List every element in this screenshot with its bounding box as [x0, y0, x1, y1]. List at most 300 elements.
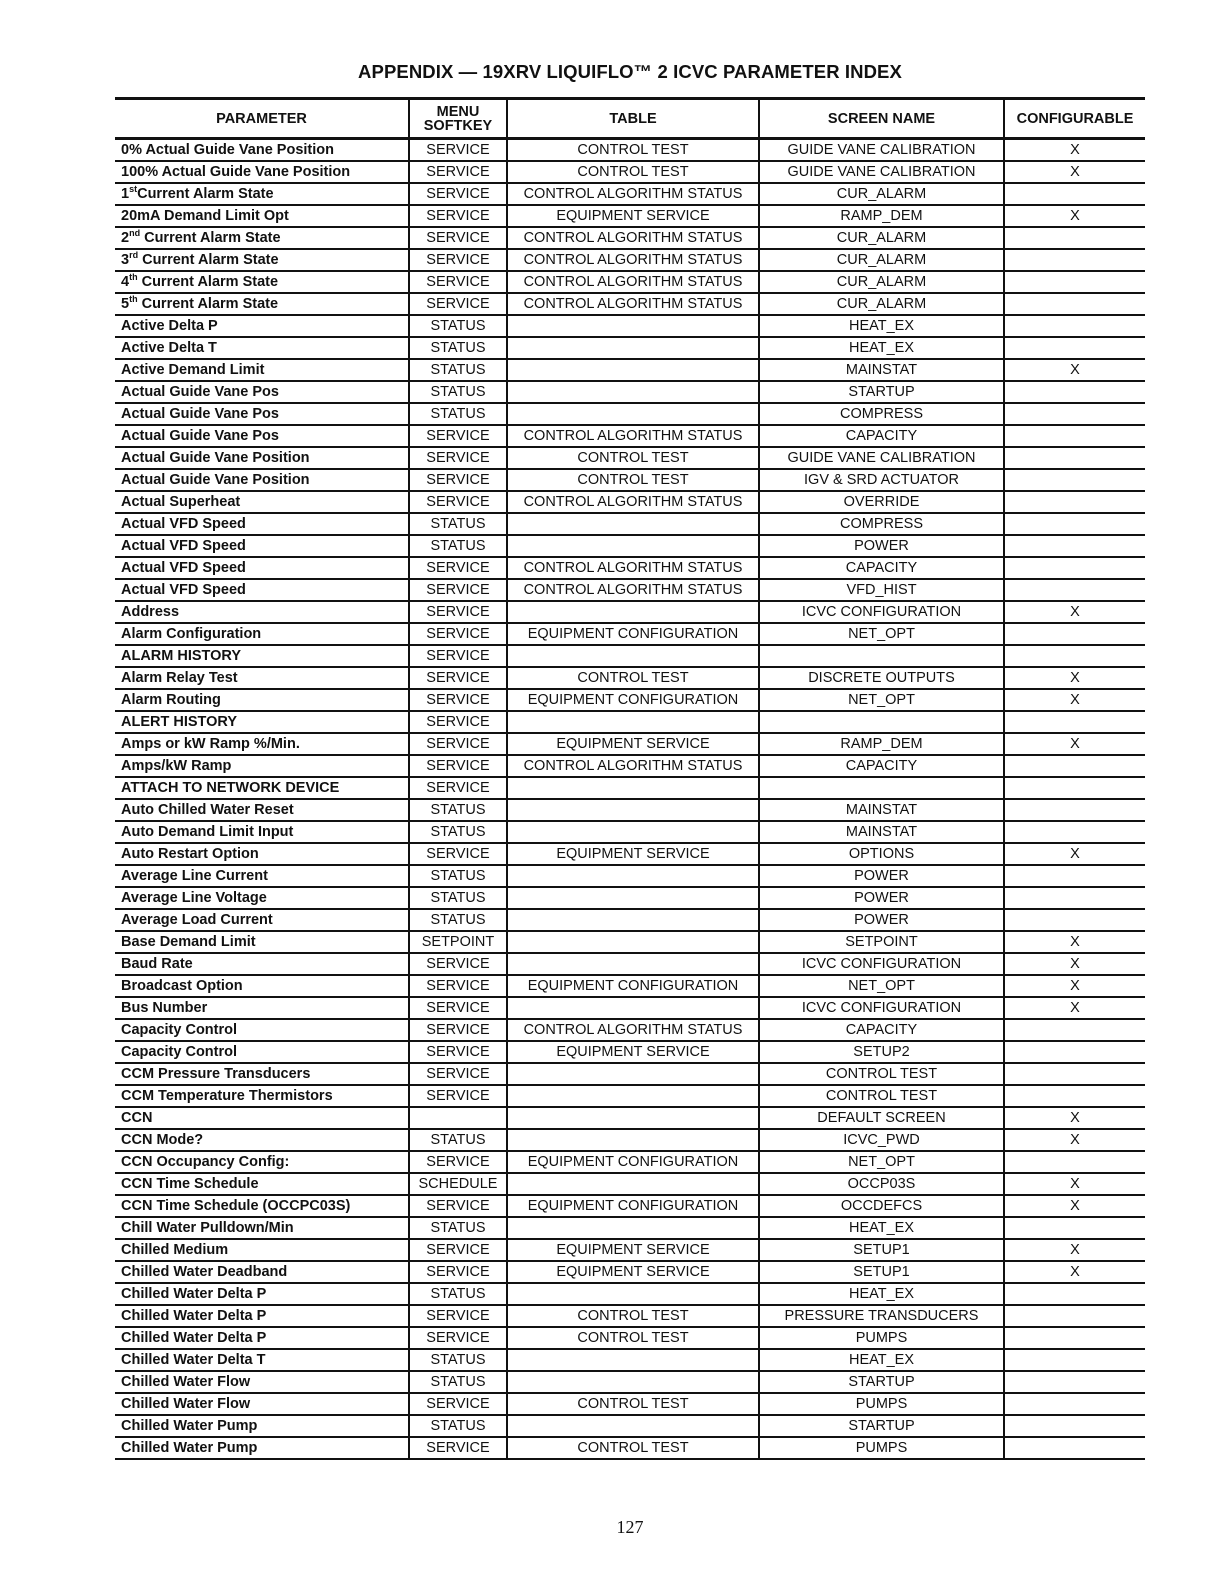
- table-row: [115, 381, 1145, 403]
- cell-configurable: X: [1004, 689, 1145, 711]
- cell-screen-name: PUMPS: [759, 1393, 1004, 1415]
- cell-screen-name: CUR_ALARM: [759, 293, 1004, 315]
- cell-parameter: Chilled Water Pump: [115, 1437, 409, 1459]
- table-row: [115, 183, 1145, 205]
- table-row: [115, 601, 1145, 623]
- table-row: [115, 667, 1145, 689]
- cell-table: CONTROL TEST: [507, 1393, 759, 1415]
- cell-parameter: Alarm Configuration: [115, 623, 409, 645]
- cell-screen-name: PUMPS: [759, 1327, 1004, 1349]
- cell-parameter: Actual Guide Vane Pos: [115, 403, 409, 425]
- table-row: [115, 931, 1145, 953]
- header-configurable: CONFIGURABLE: [1004, 99, 1145, 139]
- header-menu-softkey: [409, 99, 507, 139]
- table-row: [115, 1305, 1145, 1327]
- cell-menu-softkey: STATUS: [409, 381, 507, 403]
- cell-table: CONTROL ALGORITHM STATUS: [507, 249, 759, 271]
- cell-parameter: Actual Guide Vane Pos: [115, 381, 409, 403]
- cell-table: CONTROL ALGORITHM STATUS: [507, 491, 759, 513]
- cell-screen-name: IGV & SRD ACTUATOR: [759, 469, 1004, 491]
- cell-parameter: CCN Time Schedule (OCCPC03S): [115, 1195, 409, 1217]
- cell-table: [507, 711, 759, 733]
- cell-configurable: [1004, 315, 1145, 337]
- cell-screen-name: CAPACITY: [759, 425, 1004, 447]
- cell-table: EQUIPMENT SERVICE: [507, 843, 759, 865]
- cell-parameter: Chilled Medium: [115, 1239, 409, 1261]
- cell-table: [507, 1349, 759, 1371]
- table-row: [115, 139, 1145, 162]
- table-row: [115, 359, 1145, 381]
- cell-configurable: [1004, 337, 1145, 359]
- cell-table: CONTROL TEST: [507, 667, 759, 689]
- cell-screen-name: [759, 777, 1004, 799]
- cell-parameter: Auto Demand Limit Input: [115, 821, 409, 843]
- table-row: [115, 1107, 1145, 1129]
- cell-screen-name: PRESSURE TRANSDUCERS: [759, 1305, 1004, 1327]
- cell-menu-softkey: SERVICE: [409, 447, 507, 469]
- cell-screen-name: CUR_ALARM: [759, 183, 1004, 205]
- cell-screen-name: MAINSTAT: [759, 821, 1004, 843]
- table-row: [115, 975, 1145, 997]
- table-row: [115, 1063, 1145, 1085]
- cell-table: [507, 381, 759, 403]
- cell-table: CONTROL ALGORITHM STATUS: [507, 1019, 759, 1041]
- table-row: [115, 447, 1145, 469]
- cell-menu-softkey: SERVICE: [409, 1327, 507, 1349]
- table-row: [115, 1261, 1145, 1283]
- cell-menu-softkey: SERVICE: [409, 843, 507, 865]
- cell-table: [507, 315, 759, 337]
- cell-configurable: [1004, 1305, 1145, 1327]
- table-row: [115, 249, 1145, 271]
- cell-parameter: 1stCurrent Alarm State: [115, 183, 409, 205]
- cell-table: [507, 953, 759, 975]
- cell-configurable: [1004, 1349, 1145, 1371]
- cell-table: CONTROL ALGORITHM STATUS: [507, 293, 759, 315]
- cell-table: CONTROL ALGORITHM STATUS: [507, 425, 759, 447]
- table-row: [115, 799, 1145, 821]
- cell-screen-name: CUR_ALARM: [759, 271, 1004, 293]
- table-row: [115, 1085, 1145, 1107]
- cell-table: EQUIPMENT SERVICE: [507, 1239, 759, 1261]
- cell-parameter: Actual Guide Vane Position: [115, 447, 409, 469]
- header-menu-softkey-line: SOFTKEY: [423, 117, 493, 134]
- table-row: [115, 557, 1145, 579]
- cell-table: [507, 513, 759, 535]
- cell-parameter: Bus Number: [115, 997, 409, 1019]
- cell-configurable: [1004, 491, 1145, 513]
- cell-configurable: X: [1004, 953, 1145, 975]
- cell-parameter: Chill Water Pulldown/Min: [115, 1217, 409, 1239]
- cell-table: [507, 909, 759, 931]
- cell-menu-softkey: STATUS: [409, 865, 507, 887]
- cell-configurable: [1004, 1151, 1145, 1173]
- table-row: [115, 337, 1145, 359]
- table-row: [115, 1173, 1145, 1195]
- table-row: [115, 535, 1145, 557]
- cell-screen-name: ICVC CONFIGURATION: [759, 601, 1004, 623]
- cell-parameter: Auto Chilled Water Reset: [115, 799, 409, 821]
- cell-parameter: Chilled Water Flow: [115, 1393, 409, 1415]
- cell-configurable: [1004, 403, 1145, 425]
- cell-configurable: [1004, 1019, 1145, 1041]
- cell-configurable: [1004, 447, 1145, 469]
- cell-screen-name: GUIDE VANE CALIBRATION: [759, 161, 1004, 183]
- cell-table: EQUIPMENT CONFIGURATION: [507, 975, 759, 997]
- table-row: [115, 1393, 1145, 1415]
- cell-table: CONTROL ALGORITHM STATUS: [507, 183, 759, 205]
- cell-parameter: Active Delta T: [115, 337, 409, 359]
- cell-screen-name: COMPRESS: [759, 403, 1004, 425]
- cell-screen-name: NET_OPT: [759, 1151, 1004, 1173]
- table-row: [115, 1283, 1145, 1305]
- cell-parameter: Baud Rate: [115, 953, 409, 975]
- cell-configurable: [1004, 1415, 1145, 1437]
- cell-menu-softkey: STATUS: [409, 1349, 507, 1371]
- cell-parameter: Alarm Relay Test: [115, 667, 409, 689]
- cell-configurable: [1004, 821, 1145, 843]
- cell-configurable: X: [1004, 975, 1145, 997]
- table-row: [115, 821, 1145, 843]
- cell-screen-name: CAPACITY: [759, 557, 1004, 579]
- cell-table: [507, 997, 759, 1019]
- table-row: [115, 843, 1145, 865]
- cell-configurable: [1004, 271, 1145, 293]
- cell-parameter: Chilled Water Pump: [115, 1415, 409, 1437]
- cell-table: [507, 799, 759, 821]
- cell-screen-name: ICVC CONFIGURATION: [759, 953, 1004, 975]
- cell-configurable: X: [1004, 1173, 1145, 1195]
- cell-configurable: [1004, 249, 1145, 271]
- cell-parameter: Amps or kW Ramp %/Min.: [115, 733, 409, 755]
- cell-screen-name: HEAT_EX: [759, 337, 1004, 359]
- cell-menu-softkey: SERVICE: [409, 1393, 507, 1415]
- cell-parameter: 5th Current Alarm State: [115, 293, 409, 315]
- table-row: [115, 733, 1145, 755]
- cell-parameter: Base Demand Limit: [115, 931, 409, 953]
- table-row: [115, 623, 1145, 645]
- cell-menu-softkey: STATUS: [409, 315, 507, 337]
- table-row: [115, 909, 1145, 931]
- cell-configurable: [1004, 711, 1145, 733]
- cell-table: [507, 821, 759, 843]
- parameter-index-table: [115, 97, 1145, 1460]
- cell-table: EQUIPMENT CONFIGURATION: [507, 1151, 759, 1173]
- cell-table: CONTROL ALGORITHM STATUS: [507, 755, 759, 777]
- cell-table: EQUIPMENT CONFIGURATION: [507, 623, 759, 645]
- cell-menu-softkey: SERVICE: [409, 1041, 507, 1063]
- cell-parameter: 3rd Current Alarm State: [115, 249, 409, 271]
- cell-parameter: Average Line Voltage: [115, 887, 409, 909]
- cell-configurable: [1004, 513, 1145, 535]
- cell-configurable: [1004, 1283, 1145, 1305]
- cell-configurable: X: [1004, 139, 1145, 162]
- cell-parameter: CCN Occupancy Config:: [115, 1151, 409, 1173]
- table-row: [115, 1129, 1145, 1151]
- table-row: [115, 865, 1145, 887]
- cell-screen-name: PUMPS: [759, 1437, 1004, 1459]
- cell-parameter: Actual Superheat: [115, 491, 409, 513]
- cell-table: [507, 931, 759, 953]
- table-row: [115, 513, 1145, 535]
- cell-screen-name: OVERRIDE: [759, 491, 1004, 513]
- cell-menu-softkey: SERVICE: [409, 1261, 507, 1283]
- cell-parameter: CCN: [115, 1107, 409, 1129]
- cell-menu-softkey: SERVICE: [409, 1063, 507, 1085]
- cell-menu-softkey: SERVICE: [409, 1019, 507, 1041]
- cell-menu-softkey: SERVICE: [409, 271, 507, 293]
- cell-parameter: Auto Restart Option: [115, 843, 409, 865]
- cell-screen-name: DISCRETE OUTPUTS: [759, 667, 1004, 689]
- cell-parameter: CCM Pressure Transducers: [115, 1063, 409, 1085]
- cell-configurable: [1004, 623, 1145, 645]
- cell-configurable: X: [1004, 733, 1145, 755]
- cell-screen-name: STARTUP: [759, 381, 1004, 403]
- table-row: [115, 403, 1145, 425]
- cell-menu-softkey: SERVICE: [409, 711, 507, 733]
- cell-parameter: Broadcast Option: [115, 975, 409, 997]
- cell-parameter: Chilled Water Delta P: [115, 1283, 409, 1305]
- cell-screen-name: POWER: [759, 887, 1004, 909]
- table-row: [115, 469, 1145, 491]
- cell-screen-name: POWER: [759, 909, 1004, 931]
- table-row: [115, 711, 1145, 733]
- cell-parameter: 100% Actual Guide Vane Position: [115, 161, 409, 183]
- cell-menu-softkey: SERVICE: [409, 777, 507, 799]
- cell-configurable: [1004, 645, 1145, 667]
- table-row: [115, 1195, 1145, 1217]
- cell-screen-name: HEAT_EX: [759, 315, 1004, 337]
- page-number: 127: [616, 1517, 644, 1537]
- cell-table: [507, 645, 759, 667]
- cell-parameter: Actual VFD Speed: [115, 535, 409, 557]
- cell-parameter: CCM Temperature Thermistors: [115, 1085, 409, 1107]
- cell-menu-softkey: STATUS: [409, 1129, 507, 1151]
- cell-table: [507, 337, 759, 359]
- cell-table: CONTROL ALGORITHM STATUS: [507, 271, 759, 293]
- cell-screen-name: MAINSTAT: [759, 799, 1004, 821]
- cell-menu-softkey: [409, 1107, 507, 1129]
- cell-configurable: [1004, 1041, 1145, 1063]
- table-row: [115, 645, 1145, 667]
- cell-screen-name: SETUP1: [759, 1239, 1004, 1261]
- cell-configurable: [1004, 293, 1145, 315]
- cell-menu-softkey: SERVICE: [409, 667, 507, 689]
- cell-table: [507, 1217, 759, 1239]
- cell-table: EQUIPMENT CONFIGURATION: [507, 689, 759, 711]
- cell-menu-softkey: STATUS: [409, 1415, 507, 1437]
- cell-menu-softkey: STATUS: [409, 535, 507, 557]
- cell-table: CONTROL ALGORITHM STATUS: [507, 227, 759, 249]
- table-row: [115, 755, 1145, 777]
- cell-menu-softkey: SERVICE: [409, 1305, 507, 1327]
- cell-screen-name: COMPRESS: [759, 513, 1004, 535]
- cell-configurable: X: [1004, 359, 1145, 381]
- cell-menu-softkey: SERVICE: [409, 579, 507, 601]
- cell-screen-name: [759, 711, 1004, 733]
- cell-screen-name: OCCDEFCS: [759, 1195, 1004, 1217]
- cell-table: [507, 777, 759, 799]
- cell-table: [507, 403, 759, 425]
- header-parameter: PARAMETER: [115, 99, 409, 139]
- cell-menu-softkey: SERVICE: [409, 645, 507, 667]
- cell-screen-name: POWER: [759, 535, 1004, 557]
- cell-menu-softkey: SERVICE: [409, 975, 507, 997]
- cell-table: CONTROL TEST: [507, 1327, 759, 1349]
- table-row: [115, 997, 1145, 1019]
- table-row: [115, 1415, 1145, 1437]
- cell-screen-name: RAMP_DEM: [759, 205, 1004, 227]
- cell-screen-name: CAPACITY: [759, 1019, 1004, 1041]
- cell-parameter: 0% Actual Guide Vane Position: [115, 139, 409, 162]
- cell-table: EQUIPMENT CONFIGURATION: [507, 1195, 759, 1217]
- cell-parameter: Alarm Routing: [115, 689, 409, 711]
- cell-configurable: [1004, 1063, 1145, 1085]
- cell-menu-softkey: SERVICE: [409, 557, 507, 579]
- cell-screen-name: HEAT_EX: [759, 1349, 1004, 1371]
- cell-configurable: [1004, 909, 1145, 931]
- table-row: [115, 1239, 1145, 1261]
- cell-screen-name: ICVC CONFIGURATION: [759, 997, 1004, 1019]
- cell-parameter: Address: [115, 601, 409, 623]
- cell-table: [507, 887, 759, 909]
- cell-table: [507, 1107, 759, 1129]
- cell-menu-softkey: SERVICE: [409, 491, 507, 513]
- cell-configurable: [1004, 469, 1145, 491]
- table-row: [115, 1019, 1145, 1041]
- header-table: TABLE: [507, 99, 759, 139]
- cell-parameter: CCN Time Schedule: [115, 1173, 409, 1195]
- cell-menu-softkey: SERVICE: [409, 733, 507, 755]
- cell-table: EQUIPMENT SERVICE: [507, 1041, 759, 1063]
- cell-table: [507, 535, 759, 557]
- table-row: [115, 777, 1145, 799]
- header-screen-name: SCREEN NAME: [759, 99, 1004, 139]
- cell-screen-name: MAINSTAT: [759, 359, 1004, 381]
- cell-menu-softkey: STATUS: [409, 887, 507, 909]
- cell-configurable: X: [1004, 1129, 1145, 1151]
- cell-configurable: [1004, 1371, 1145, 1393]
- cell-menu-softkey: SERVICE: [409, 227, 507, 249]
- cell-menu-softkey: SERVICE: [409, 997, 507, 1019]
- cell-table: [507, 1371, 759, 1393]
- cell-configurable: X: [1004, 161, 1145, 183]
- cell-menu-softkey: SERVICE: [409, 249, 507, 271]
- cell-menu-softkey: SERVICE: [409, 161, 507, 183]
- cell-configurable: X: [1004, 1107, 1145, 1129]
- cell-screen-name: HEAT_EX: [759, 1217, 1004, 1239]
- table-row: [115, 1349, 1145, 1371]
- table-row: [115, 1371, 1145, 1393]
- page-title: APPENDIX — 19XRV LIQUIFLO™ 2 ICVC PARAMETER INDEX: [358, 61, 902, 82]
- cell-screen-name: STARTUP: [759, 1415, 1004, 1437]
- cell-configurable: [1004, 227, 1145, 249]
- table-row: [115, 293, 1145, 315]
- cell-menu-softkey: SERVICE: [409, 689, 507, 711]
- table-row: [115, 1041, 1145, 1063]
- cell-table: [507, 1415, 759, 1437]
- cell-menu-softkey: SERVICE: [409, 1151, 507, 1173]
- cell-parameter: Chilled Water Delta P: [115, 1305, 409, 1327]
- cell-menu-softkey: STATUS: [409, 337, 507, 359]
- cell-menu-softkey: STATUS: [409, 1217, 507, 1239]
- cell-menu-softkey: STATUS: [409, 403, 507, 425]
- table-row: [115, 425, 1145, 447]
- cell-screen-name: HEAT_EX: [759, 1283, 1004, 1305]
- table-row: [115, 689, 1145, 711]
- cell-parameter: 4th Current Alarm State: [115, 271, 409, 293]
- table-row: [115, 491, 1145, 513]
- cell-screen-name: ICVC_PWD: [759, 1129, 1004, 1151]
- cell-screen-name: [759, 645, 1004, 667]
- table-row: [115, 315, 1145, 337]
- cell-parameter: 20mA Demand Limit Opt: [115, 205, 409, 227]
- cell-menu-softkey: SERVICE: [409, 1085, 507, 1107]
- cell-screen-name: NET_OPT: [759, 623, 1004, 645]
- cell-menu-softkey: SERVICE: [409, 755, 507, 777]
- table-row: [115, 1217, 1145, 1239]
- cell-table: CONTROL TEST: [507, 1305, 759, 1327]
- cell-configurable: [1004, 887, 1145, 909]
- cell-menu-softkey: SERVICE: [409, 953, 507, 975]
- cell-parameter: 2nd Current Alarm State: [115, 227, 409, 249]
- cell-parameter: Capacity Control: [115, 1019, 409, 1041]
- cell-configurable: X: [1004, 997, 1145, 1019]
- cell-screen-name: CUR_ALARM: [759, 227, 1004, 249]
- header-menu-softkey-line: MENU: [436, 103, 480, 120]
- cell-screen-name: CONTROL TEST: [759, 1063, 1004, 1085]
- cell-screen-name: SETPOINT: [759, 931, 1004, 953]
- cell-configurable: X: [1004, 1195, 1145, 1217]
- cell-menu-softkey: SERVICE: [409, 469, 507, 491]
- cell-menu-softkey: STATUS: [409, 821, 507, 843]
- table-row: [115, 205, 1145, 227]
- cell-screen-name: CAPACITY: [759, 755, 1004, 777]
- cell-parameter: Chilled Water Delta T: [115, 1349, 409, 1371]
- cell-parameter: Actual Guide Vane Pos: [115, 425, 409, 447]
- cell-screen-name: NET_OPT: [759, 689, 1004, 711]
- cell-menu-softkey: SERVICE: [409, 601, 507, 623]
- cell-menu-softkey: SERVICE: [409, 205, 507, 227]
- cell-screen-name: GUIDE VANE CALIBRATION: [759, 139, 1004, 162]
- cell-parameter: ALARM HISTORY: [115, 645, 409, 667]
- cell-screen-name: SETUP2: [759, 1041, 1004, 1063]
- cell-parameter: Actual VFD Speed: [115, 579, 409, 601]
- cell-parameter: CCN Mode?: [115, 1129, 409, 1151]
- cell-configurable: [1004, 799, 1145, 821]
- cell-configurable: [1004, 579, 1145, 601]
- cell-menu-softkey: SETPOINT: [409, 931, 507, 953]
- header-row: [115, 99, 1145, 139]
- cell-configurable: [1004, 755, 1145, 777]
- cell-screen-name: GUIDE VANE CALIBRATION: [759, 447, 1004, 469]
- cell-screen-name: OCCP03S: [759, 1173, 1004, 1195]
- cell-screen-name: CUR_ALARM: [759, 249, 1004, 271]
- cell-configurable: X: [1004, 667, 1145, 689]
- cell-table: CONTROL TEST: [507, 1437, 759, 1459]
- cell-menu-softkey: STATUS: [409, 513, 507, 535]
- cell-screen-name: DEFAULT SCREEN: [759, 1107, 1004, 1129]
- cell-screen-name: CONTROL TEST: [759, 1085, 1004, 1107]
- cell-configurable: [1004, 865, 1145, 887]
- cell-table: CONTROL TEST: [507, 161, 759, 183]
- cell-menu-softkey: STATUS: [409, 1283, 507, 1305]
- cell-parameter: Actual VFD Speed: [115, 513, 409, 535]
- cell-menu-softkey: STATUS: [409, 1371, 507, 1393]
- cell-parameter: Amps/kW Ramp: [115, 755, 409, 777]
- cell-menu-softkey: STATUS: [409, 359, 507, 381]
- cell-screen-name: RAMP_DEM: [759, 733, 1004, 755]
